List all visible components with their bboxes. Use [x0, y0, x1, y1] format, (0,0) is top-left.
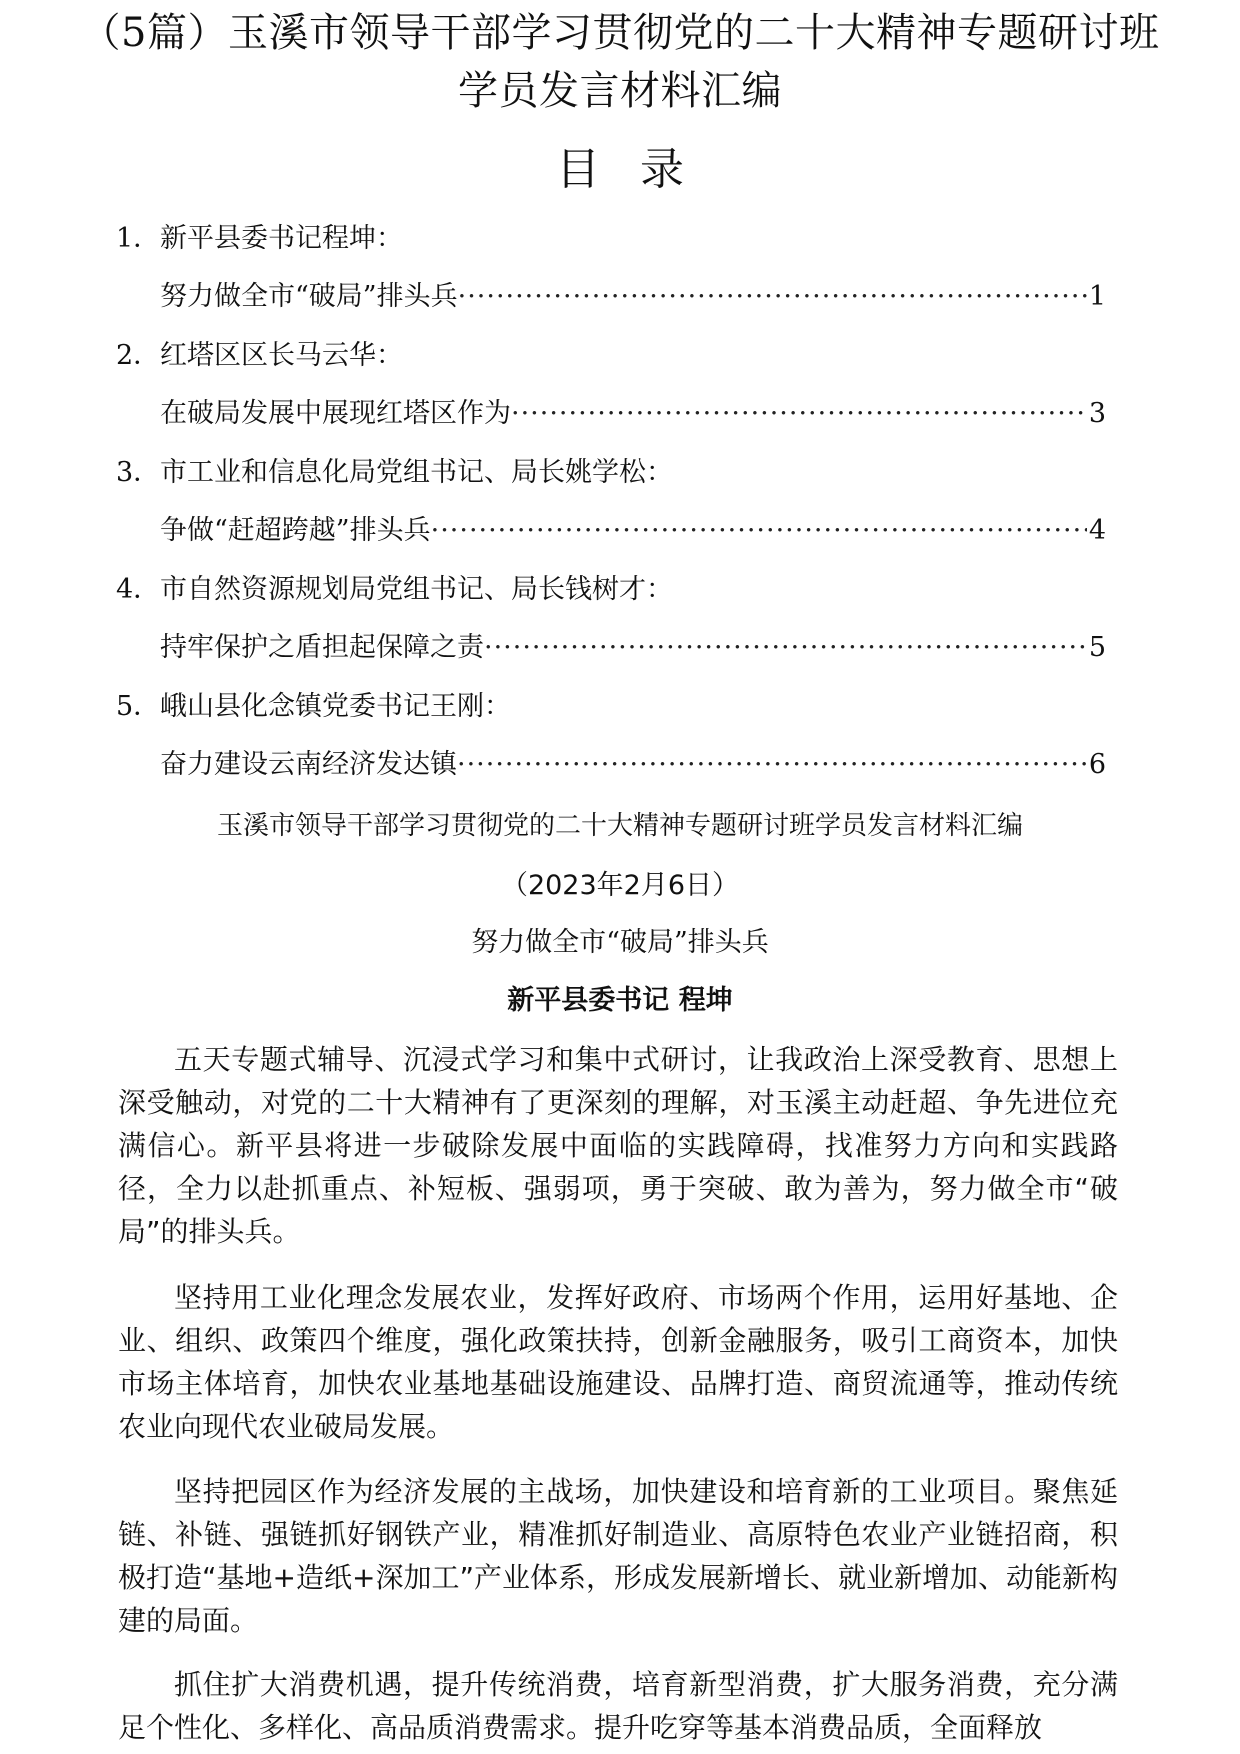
toc-entry-speaker-line — [116, 448, 1106, 506]
document-title — [20, 4, 1220, 120]
toc-entry-title: 争做“赶超跨越”排头兵 — [160, 515, 431, 546]
toc-entry-page-number: 4 — [1088, 515, 1106, 546]
toc-entry-speaker: 红塔区区长马云华： — [160, 340, 403, 371]
toc-entry-title-line — [116, 740, 1106, 799]
toc-dot-leader — [458, 272, 1087, 322]
compilation-date: （2023年2月6日） — [500, 870, 740, 901]
document-title-line-2: 学员发言材料汇编 — [458, 68, 782, 114]
toc-entry-speaker: 峨山县化念镇党委书记王刚： — [160, 691, 511, 722]
toc-entry-title: 在破局发展中展现红塔区作为 — [160, 398, 511, 429]
toc-entry[interactable] — [116, 331, 1106, 448]
toc-dot-leader — [484, 623, 1087, 673]
speech-speaker: 新平县委书记 程坤 — [507, 985, 733, 1016]
toc-dot-leader — [457, 740, 1087, 790]
body-paragraph: 抓住扩大消费机遇，提升传统消费，培育新型消费，扩大服务消费，充分满足个性化、多样化、高品质消费需求。提升吃穿等基本消费品质，全面释放 — [118, 1668, 1118, 1744]
toc-entry-number: 4． — [116, 574, 161, 605]
toc-entry-speaker-line — [116, 565, 1106, 623]
toc-entry-speaker-line — [116, 214, 1106, 272]
toc-entry-speaker: 市工业和信息化局党组书记、局长姚学松： — [160, 457, 673, 488]
toc-entry-title: 奋力建设云南经济发达镇 — [160, 749, 457, 780]
body-paragraph: 坚持把园区作为经济发展的主战场，加快建设和培育新的工业项目。聚焦延链、补链、强链抓好钢铁产业，精准抓好制造业、高原特色农业产业链招商，积极打造“基地+造纸+深加工”产业体系，形成发展新增长、就业新增加、动能新构建的局面。 — [118, 1475, 1118, 1637]
toc-entry-speaker: 市自然资源规划局党组书记、局长钱树才： — [160, 574, 673, 605]
toc-entry[interactable] — [116, 214, 1106, 331]
document-title-line-1: （5篇）玉溪市领导干部学习贯彻党的二十大精神专题研讨班 — [80, 10, 1160, 56]
toc-entry[interactable] — [116, 448, 1106, 565]
speech-title: 努力做全市“破局”排头兵 — [471, 927, 769, 958]
toc-entry-title: 努力做全市“破局”排头兵 — [160, 281, 458, 312]
toc-entry-speaker-line — [116, 682, 1106, 740]
toc-entry-page-number: 5 — [1088, 632, 1106, 663]
toc-dot-leader — [511, 389, 1087, 439]
compilation-title: 玉溪市领导干部学习贯彻党的二十大精神专题研讨班学员发言材料汇编 — [216, 811, 1023, 841]
body-paragraph: 五天专题式辅导、沉浸式学习和集中式研讨，让我政治上深受教育、思想上深受触动，对党的二十大精神有了更深刻的理解，对玉溪主动赶超、争先进位充满信心。新平县将进一步破除发展中面临的实践障碍，找准努力方向和实践路径，全力以赴抓重点、补短板、强弱项，勇于突破、敢为善为，努力做全市“破局”的排头兵。 — [118, 1043, 1118, 1248]
toc-entry-number: 3． — [116, 457, 161, 488]
toc-entry-page-number: 3 — [1088, 398, 1106, 429]
toc-entry-number: 1． — [116, 223, 161, 254]
table-of-contents — [116, 214, 1106, 799]
toc-entry-title-line — [116, 272, 1106, 331]
toc-entry-page-number: 6 — [1088, 749, 1106, 780]
toc-dot-leader — [431, 506, 1087, 556]
body-paragraph: 坚持用工业化理念发展农业，发挥好政府、市场两个作用，运用好基地、企业、组织、政策四个维度，强化政策扶持，创新金融服务，吸引工商资本，加快市场主体培育，加快农业基地基础设施建设、品牌打造、商贸流通等，推动传统农业向现代农业破局发展。 — [118, 1281, 1118, 1443]
toc-entry[interactable] — [116, 682, 1106, 799]
toc-entry-title-line — [116, 623, 1106, 682]
toc-entry-speaker-line — [116, 331, 1106, 389]
toc-entry-page-number: 1 — [1088, 281, 1106, 312]
toc-entry[interactable] — [116, 565, 1106, 682]
toc-entry-title-line — [116, 506, 1106, 565]
toc-entry-title: 持牢保护之盾担起保障之责 — [160, 632, 484, 663]
toc-entry-speaker: 新平县委书记程坤： — [160, 223, 403, 254]
toc-heading: 目录 — [556, 144, 724, 195]
toc-entry-title-line — [116, 389, 1106, 448]
toc-entry-number: 2． — [116, 340, 161, 371]
toc-entry-number: 5． — [116, 691, 161, 722]
